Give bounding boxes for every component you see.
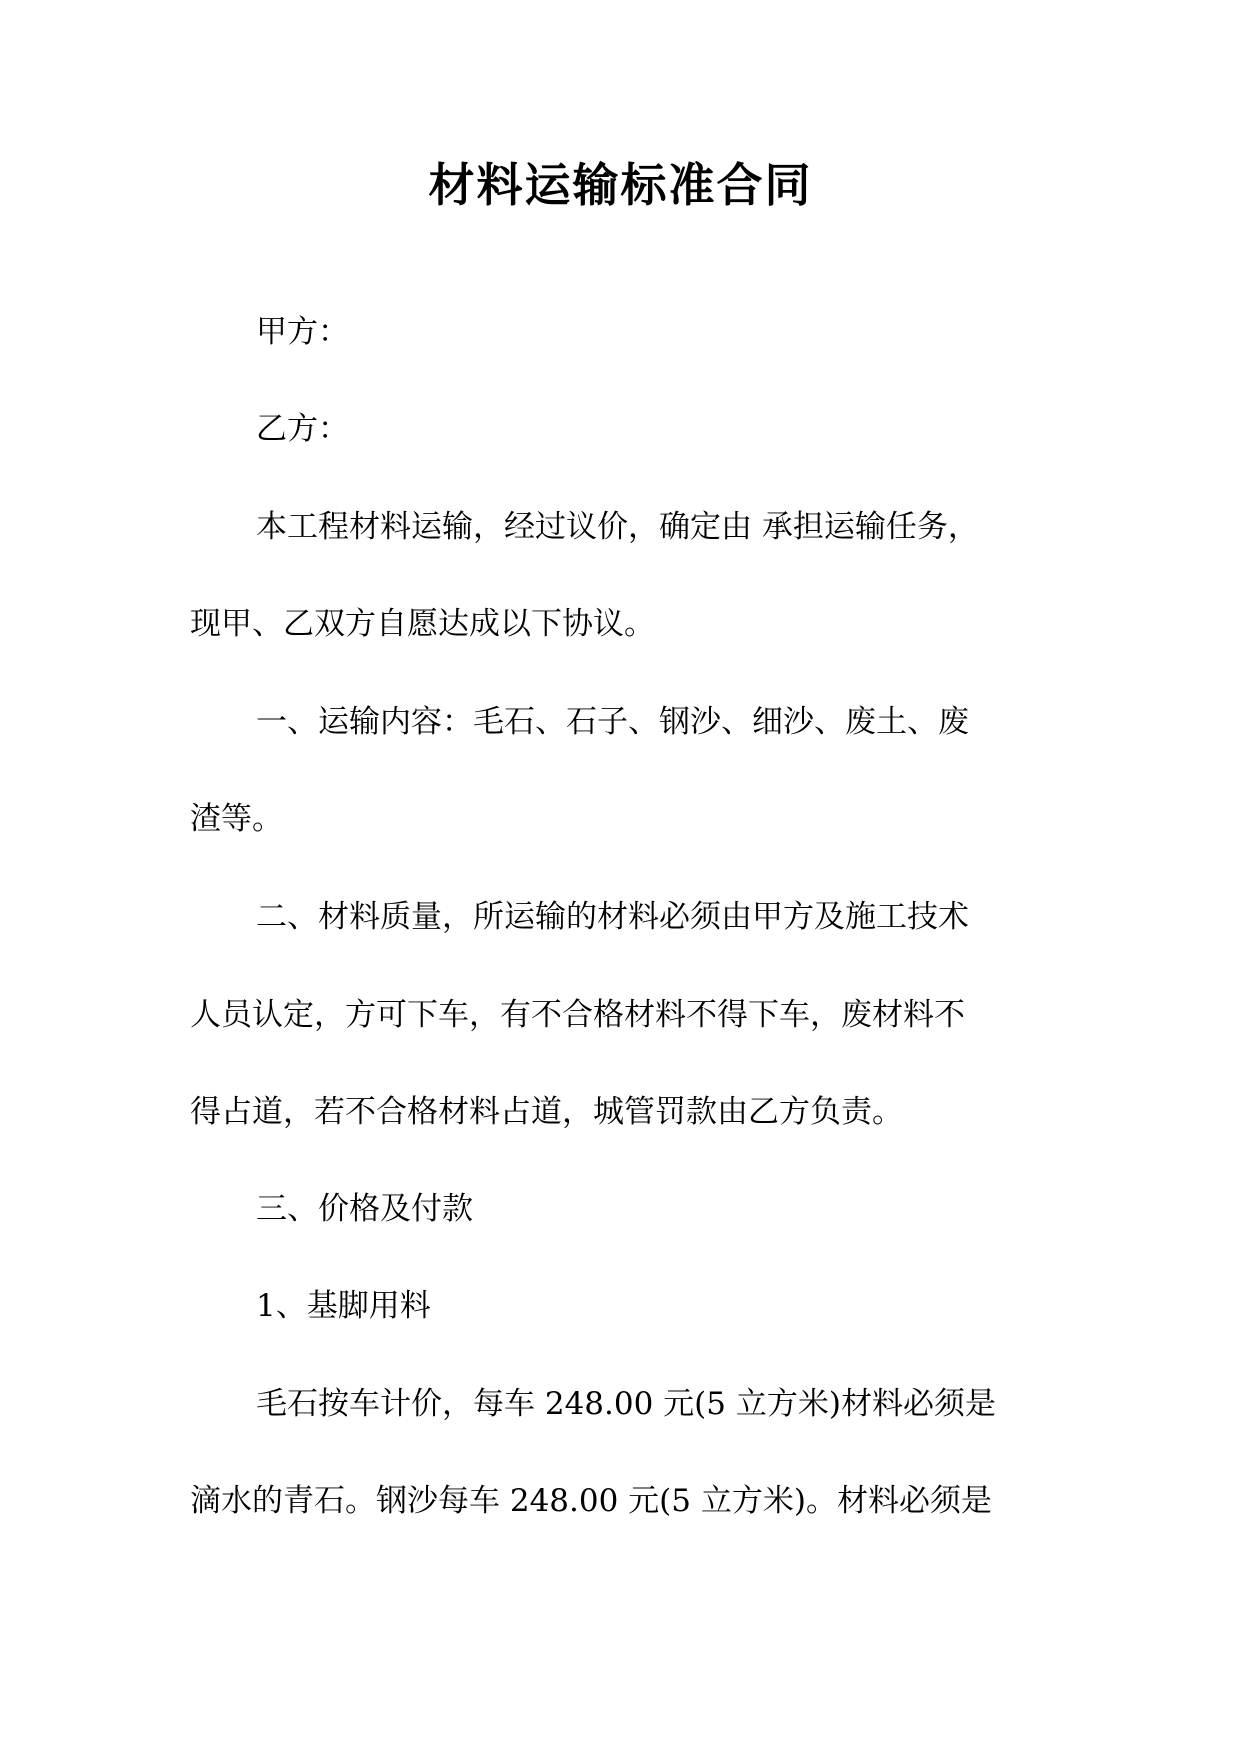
paragraph-line: 滴水的青石。钢沙每车 248.00 元(5 立方米)。材料必须是 xyxy=(190,1483,992,1519)
subsection-heading: 1、基脚用料 xyxy=(256,1288,431,1324)
paragraph-line: 渣等。 xyxy=(190,801,283,837)
party-b-line: 乙方： xyxy=(256,411,349,447)
paragraph-line: 人员认定，方可下车，有不合格材料不得下车，废材料不 xyxy=(190,997,965,1033)
section-heading: 三、价格及付款 xyxy=(256,1191,473,1227)
paragraph-line: 得占道，若不合格材料占道，城管罚款由乙方负责。 xyxy=(190,1094,903,1130)
paragraph-line: 毛石按车计价，每车 248.00 元(5 立方米)材料必须是 xyxy=(256,1386,996,1422)
paragraph-line: 现甲、乙双方自愿达成以下协议。 xyxy=(190,606,655,642)
paragraph-line: 二、材料质量，所运输的材料必须由甲方及施工技术 xyxy=(256,899,969,935)
paragraph-line: 本工程材料运输，经过议价，确定由 承担运输任务， xyxy=(256,509,979,545)
party-a-line: 甲方： xyxy=(256,314,349,350)
paragraph-line: 一、运输内容：毛石、石子、钢沙、细沙、废土、废 xyxy=(256,704,969,740)
document-title: 材料运输标准合同 xyxy=(428,158,813,212)
